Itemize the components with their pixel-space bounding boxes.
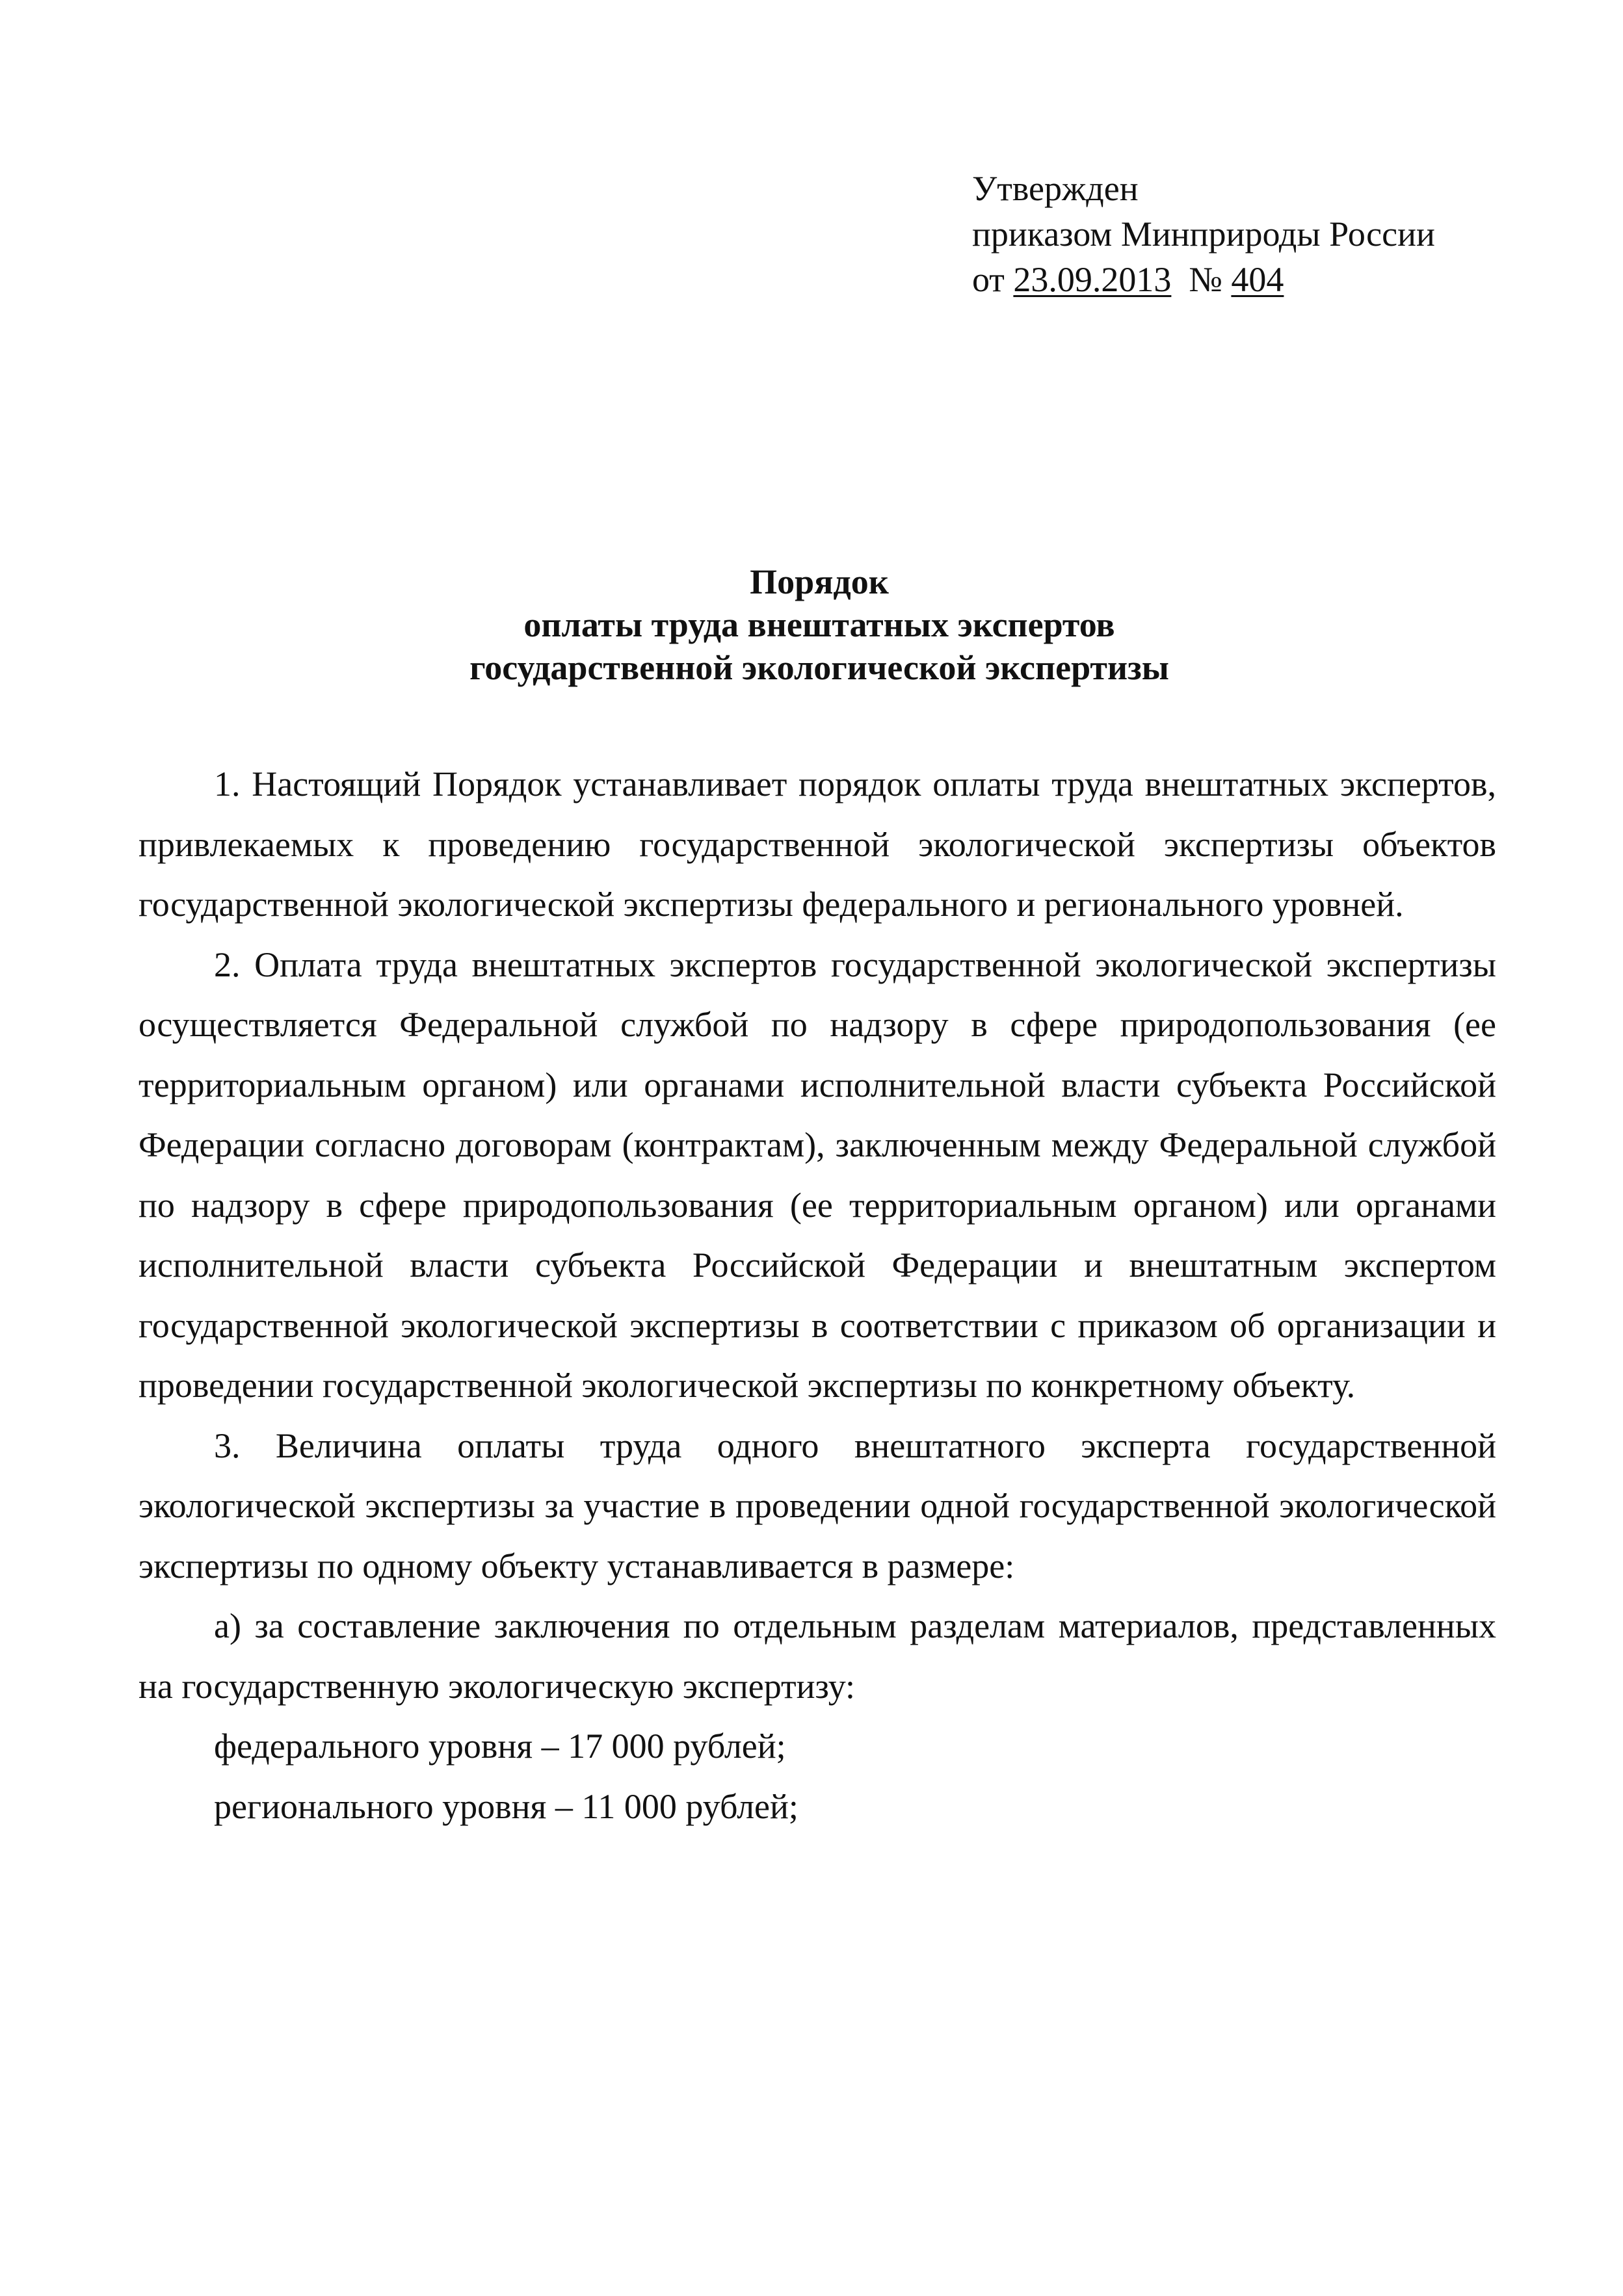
fee-regional: регионального уровня – 11 000 рублей; bbox=[214, 1786, 798, 1826]
paragraph-3: 3. Величина оплаты труда одного внештатного эксперта государственной экологической экспертизы за участие в проведении одной государственной экологической экспертизы по одному объекту устанавливается в размере: bbox=[139, 1426, 1496, 1585]
paragraph-3a: а) за составление заключения по отдельным разделам материалов, представленных на государственную экологическую экспертизу: bbox=[139, 1606, 1496, 1706]
paragraph-2: 2. Оплата труда внештатных экспертов государственной экологической экспертизы осуществляется Федеральной службой по надзору в сфере природопользования (ее территориальным органом) или органами исполнительной власти субъекта Российской Федерации согласно договорам (контрактам), заключенным между Федеральной службой по надзору в сфере природопользования (ее территориальным органом) или органами исполнительной власти субъекта Российской Федерации и внештатным экспертом государственной экологической экспертизы в соответствии с приказом об организации и проведении государственной экологической экспертизы по конкретному объекту. bbox=[139, 945, 1496, 1405]
approval-line-3 bbox=[972, 257, 1557, 302]
document-body bbox=[139, 754, 1496, 1836]
fee-federal: федерального уровня – 17 000 рублей; bbox=[214, 1727, 786, 1766]
document-title bbox=[137, 560, 1502, 689]
approval-date: 23.09.2013 bbox=[1013, 260, 1172, 299]
approval-line-1: Утвержден bbox=[972, 169, 1139, 208]
title-line-3: государственной экологической экспертизы bbox=[469, 648, 1169, 687]
title-line-1: Порядок bbox=[750, 562, 889, 601]
paragraph-1: 1. Настоящий Порядок устанавливает порядок оплаты труда внештатных экспертов, привлекаемых к проведению государственной экологической экспертизы объектов государственной экологической экспертизы федерального и регионального уровней. bbox=[139, 764, 1496, 924]
approval-stamp bbox=[972, 166, 1557, 302]
approval-from: от bbox=[972, 260, 1005, 299]
approval-line-2: приказом Минприроды России bbox=[972, 215, 1435, 254]
approval-number-sign: № bbox=[1189, 260, 1222, 299]
approval-number: 404 bbox=[1231, 260, 1284, 299]
title-line-2: оплаты труда внештатных экспертов bbox=[523, 605, 1115, 644]
